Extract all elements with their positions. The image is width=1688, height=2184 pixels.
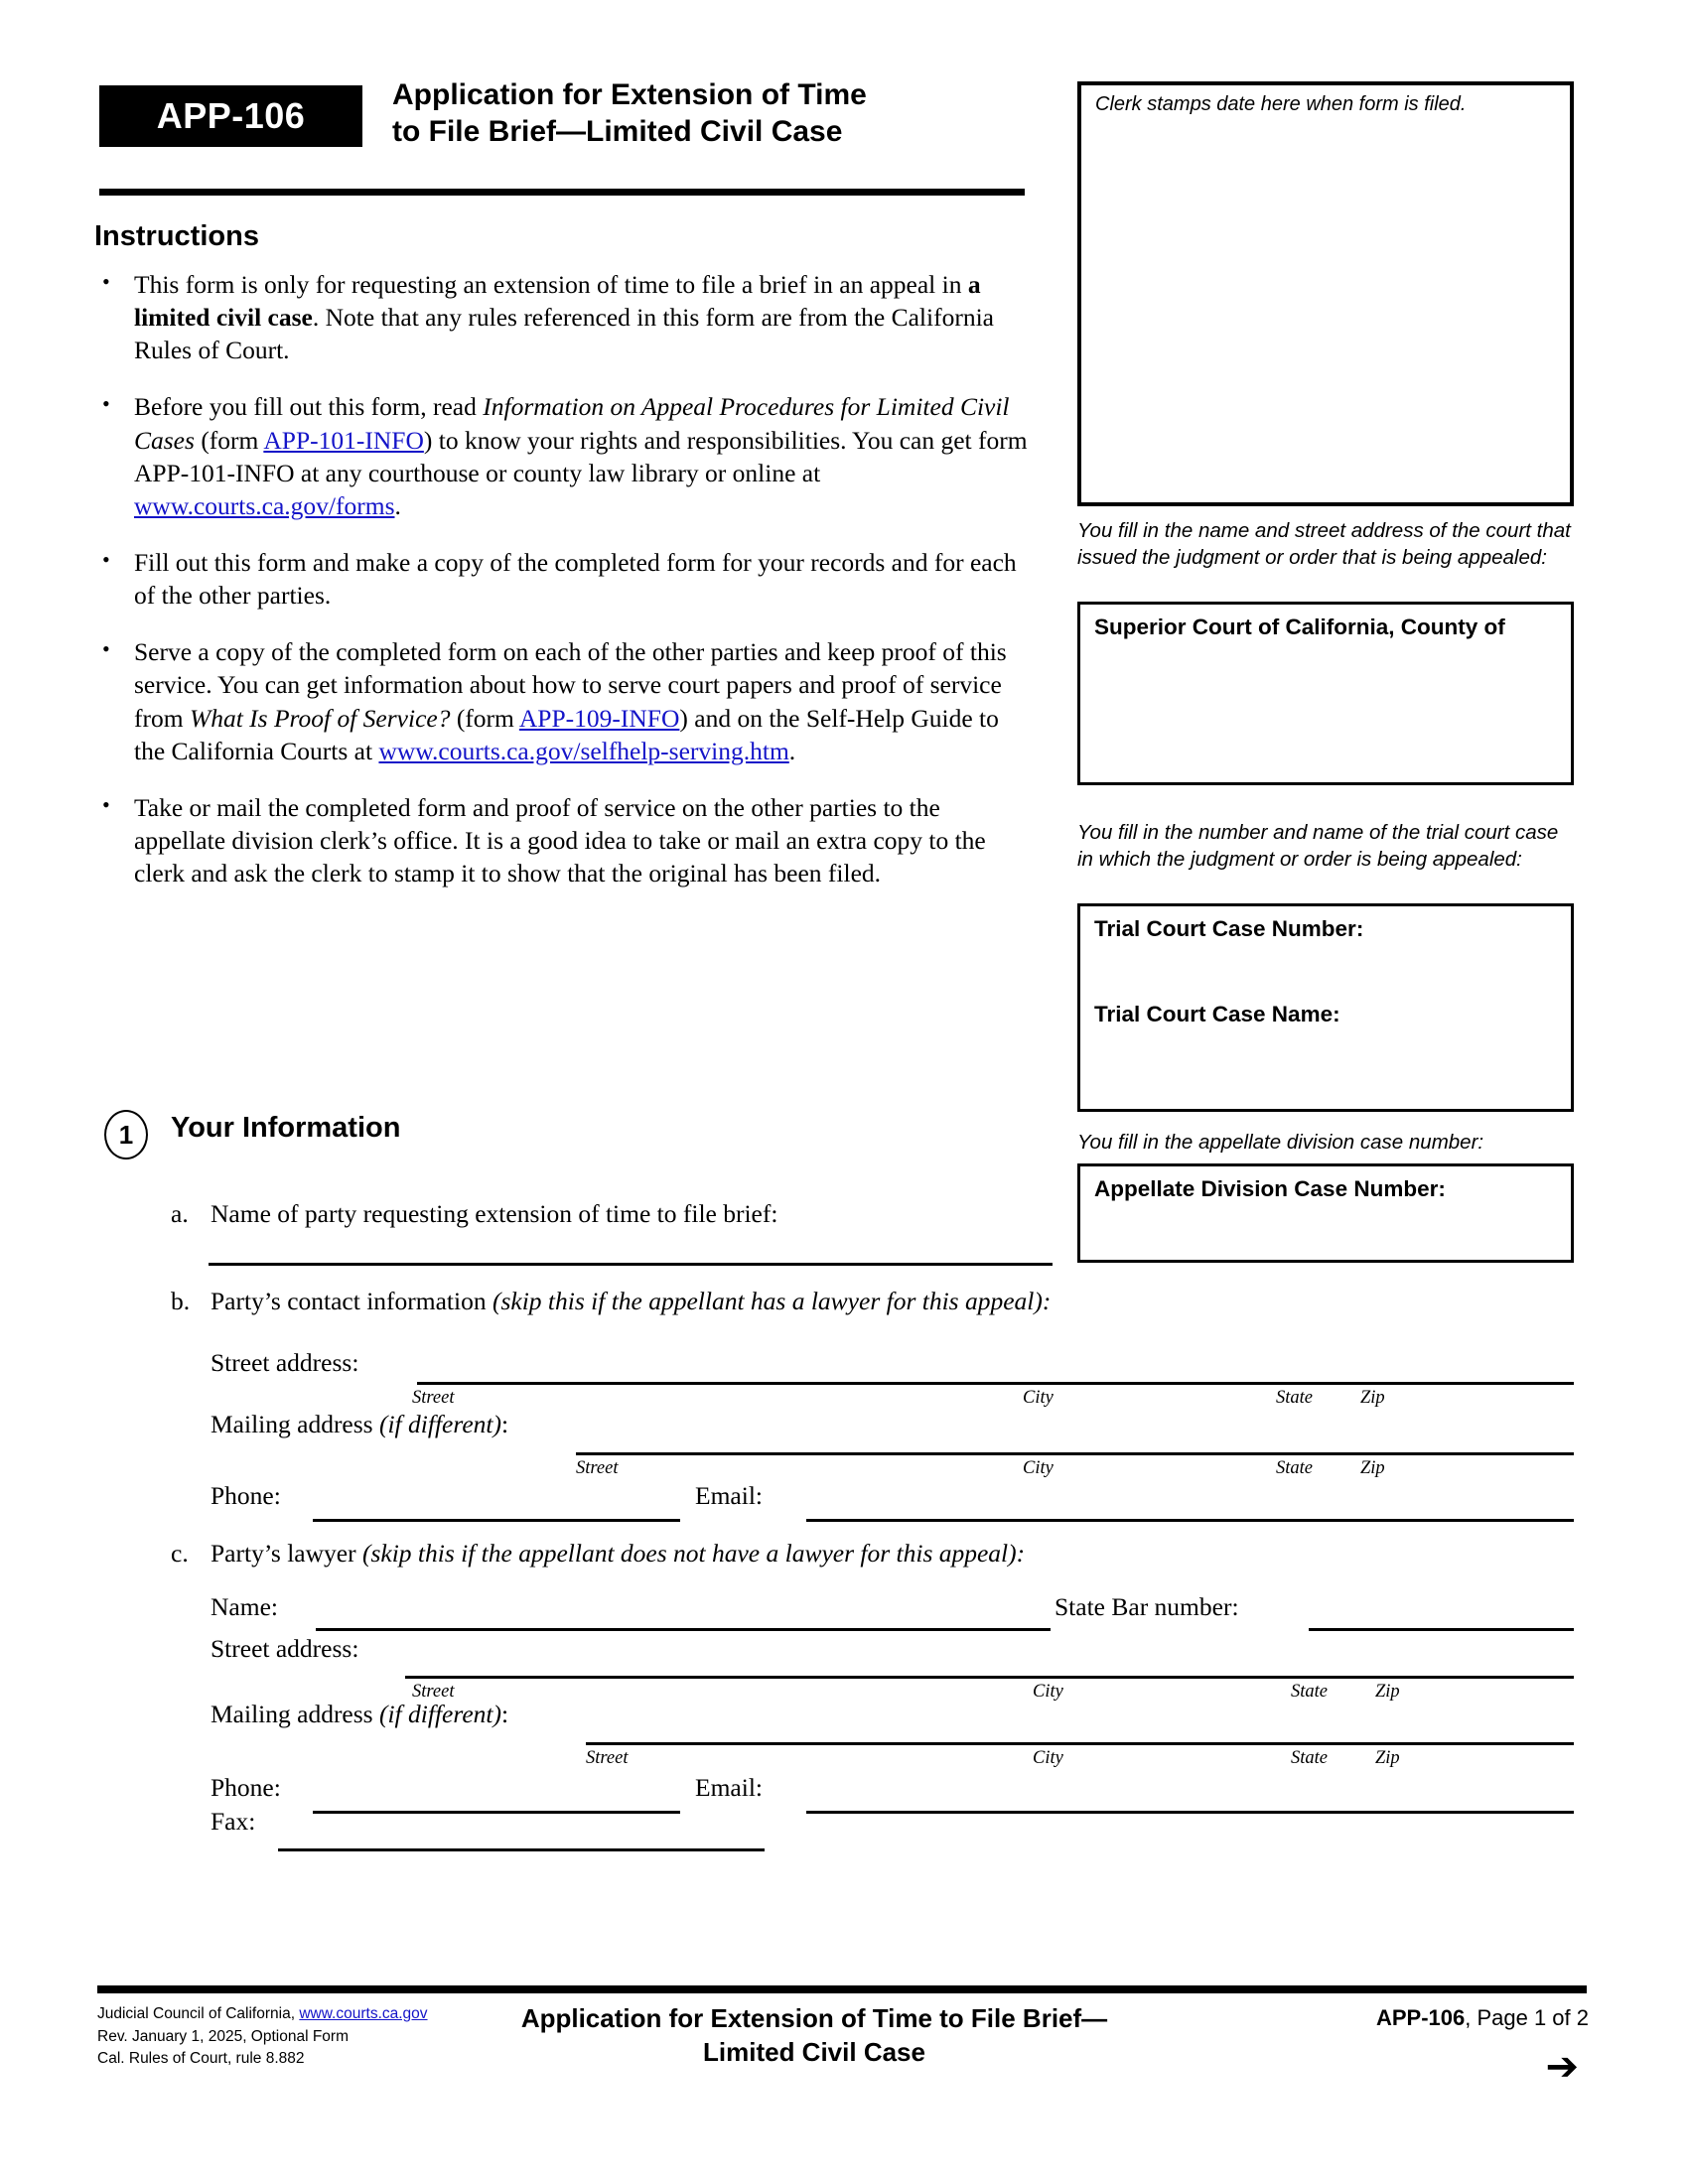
lawyer-mailing-hint: (if different) (378, 1700, 501, 1728)
party-mailing-hint: (if different) (378, 1410, 501, 1438)
item-c-label: Party’s lawyer (211, 1539, 356, 1568)
court-name-box[interactable] (1077, 602, 1574, 785)
lawyer-mailing-city-sublabel: City (1033, 1748, 1063, 1768)
body-text: (form (450, 703, 519, 733)
item-b-label: Party’s contact information (211, 1287, 487, 1315)
court-name-label: Superior Court of California, County of (1094, 614, 1505, 639)
body-text: Fill out this form and make a copy of the completed form for your records and for each of the other parties. (134, 547, 1017, 611)
party-mailing-zip-sublabel: Zip (1360, 1458, 1385, 1478)
item-c-letter: c. (171, 1539, 189, 1568)
appellate-case-box[interactable] (1077, 1163, 1574, 1263)
footer-form-title (467, 2001, 1162, 2070)
instructions-heading: Instructions (94, 220, 259, 252)
clerk-stamp-label: Clerk stamps date here when form is filed. (1095, 93, 1467, 115)
party-email-input-line[interactable] (806, 1519, 1574, 1522)
footer-revision: Rev. January 1, 2025, Optional Form (97, 2027, 350, 2045)
lawyer-name-label: Name: (211, 1592, 278, 1621)
party-city-sublabel: City (1023, 1388, 1054, 1408)
page-title-line-1: Application for Extension of Time (392, 78, 867, 111)
lawyer-email-label: Email: (695, 1773, 763, 1802)
external-link[interactable]: www.courts.ca.gov/forms (134, 490, 395, 520)
bullet-take-or-mail (94, 791, 1033, 889)
court-address-note: You fill in the name and street address of the court that issued the judgment or order that is being appealed: (1077, 519, 1571, 569)
external-link[interactable]: www.courts.ca.gov/selfhelp-serving.htm (378, 736, 789, 765)
italic-text: Information on Appeal Procedures for Limited Civil Cases (134, 392, 1010, 455)
lawyer-street-address-label: Street address: (211, 1634, 359, 1663)
header-divider (99, 189, 1025, 196)
page-title-line-2: to File Brief—Limited Civil Case (392, 114, 843, 148)
bullet-marker-icon: • (102, 636, 110, 662)
party-email-label: Email: (695, 1481, 763, 1510)
item-a-letter: a. (171, 1199, 189, 1228)
party-mailing-colon: : (500, 1410, 509, 1438)
appellate-case-number-label: Appellate Division Case Number: (1094, 1176, 1446, 1201)
body-text: This form is only for requesting an extension of time to file a brief in an appeal in (134, 270, 968, 299)
bullet-marker-icon: • (102, 269, 110, 294)
item-c-heading (211, 1539, 1025, 1569)
party-street-address-label: Street address: (211, 1348, 359, 1377)
body-text: ) to know your rights and responsibilities. You can get form APP-101-INFO at any courthouse or county law library or online at (134, 425, 1028, 487)
footer-legal-info (97, 2003, 475, 2071)
body-text: Serve a copy of the completed form on each of the other parties and keep proof of this service. You can get information about how to serve court papers and proof of service from (134, 637, 1007, 733)
form-number-badge (99, 85, 362, 147)
party-mailing-address-input-line[interactable] (576, 1452, 1574, 1455)
footer-page-info (1321, 2005, 1589, 2031)
lawyer-phone-label: Phone: (211, 1773, 281, 1802)
footer-rule-cite: Cal. Rules of Court, rule 8.882 (97, 2050, 305, 2068)
party-zip-sublabel: Zip (1360, 1388, 1385, 1408)
footer-council-line (97, 2003, 475, 2026)
lawyer-mailing-address-input-line[interactable] (586, 1742, 1574, 1745)
footer-divider (97, 1985, 1587, 1993)
page-title (392, 77, 1028, 150)
body-text: . Note that any rules referenced in this form are from the California Rules of Court. (134, 303, 994, 365)
party-street-sublabel: Street (412, 1388, 455, 1408)
lawyer-phone-input-line[interactable] (313, 1811, 680, 1814)
appellate-case-note: You fill in the appellate division case number: (1077, 1131, 1484, 1154)
lawyer-bar-number-input-line[interactable] (1309, 1628, 1574, 1631)
body-text: (form (194, 425, 264, 455)
body-text: . (788, 736, 796, 765)
party-state-sublabel: State (1276, 1388, 1313, 1408)
lawyer-fax-label: Fax: (211, 1807, 256, 1836)
bullet-purpose (94, 268, 1033, 366)
bullet-marker-icon: • (102, 546, 110, 572)
bullet-before-you-fill (94, 390, 1033, 522)
lawyer-name-input-line[interactable] (316, 1628, 1051, 1631)
external-link[interactable]: APP-101-INFO (263, 425, 424, 455)
item-a-text: Name of party requesting extension of time to file brief: (211, 1199, 778, 1228)
item-b-heading (211, 1287, 1051, 1316)
lawyer-email-input-line[interactable] (806, 1811, 1574, 1814)
trial-case-number-label: Trial Court Case Number: (1094, 916, 1364, 941)
section-1-number: 1 (104, 1110, 148, 1160)
lawyer-mailing-label-text: Mailing address (211, 1700, 373, 1728)
lawyer-mailing-colon: : (500, 1700, 509, 1728)
bullet-marker-icon: • (102, 391, 110, 417)
body-text: . (394, 490, 401, 520)
lawyer-bar-number-label: State Bar number: (1055, 1592, 1239, 1621)
lawyer-street-sublabel: Street (412, 1682, 455, 1702)
footer-page-label: , Page 1 of 2 (1465, 2005, 1589, 2030)
bullet-serve-copy (94, 635, 1033, 767)
party-phone-input-line[interactable] (313, 1519, 680, 1522)
lawyer-fax-input-line[interactable] (278, 1848, 765, 1851)
emphasis-text: a limited civil case (134, 270, 981, 333)
lawyer-mailing-state-sublabel: State (1291, 1748, 1328, 1768)
instructions-list (94, 268, 1033, 913)
lawyer-state-sublabel: State (1291, 1682, 1328, 1702)
party-phone-label: Phone: (211, 1481, 281, 1510)
party-mailing-street-sublabel: Street (576, 1458, 619, 1478)
section-1-title: Your Information (171, 1112, 401, 1144)
trial-case-name-label: Trial Court Case Name: (1094, 1002, 1340, 1026)
clerk-stamp-box (1077, 81, 1574, 506)
item-c-hint: (skip this if the appellant does not have a lawyer for this appeal): (361, 1539, 1026, 1568)
party-mailing-address-label (211, 1410, 508, 1439)
party-mailing-city-sublabel: City (1023, 1458, 1054, 1478)
lawyer-mailing-zip-sublabel: Zip (1375, 1748, 1400, 1768)
bullet-marker-icon: • (102, 791, 110, 817)
form-number-label: APP-106 (156, 95, 306, 136)
party-street-address-input-line[interactable] (417, 1382, 1574, 1385)
body-text: ) and on the Self-Help Guide to the California Courts at (134, 703, 999, 765)
bullet-make-copy (94, 546, 1033, 612)
italic-text: What Is Proof of Service? (189, 703, 451, 733)
party-mailing-label-text: Mailing address (211, 1410, 373, 1438)
footer-form-code: APP-106 (1375, 2005, 1466, 2030)
lawyer-mailing-address-label (211, 1700, 508, 1729)
item-b-hint: (skip this if the appellant has a lawyer for this appeal): (492, 1287, 1052, 1315)
lawyer-zip-sublabel: Zip (1375, 1682, 1400, 1702)
party-mailing-state-sublabel: State (1276, 1458, 1313, 1478)
trial-case-note: You fill in the number and name of the trial court case in which the judgment or order is being appealed: (1077, 821, 1559, 871)
lawyer-city-sublabel: City (1033, 1682, 1063, 1702)
body-text: Take or mail the completed form and proof of service on the other parties to the appellate division clerk’s office. It is a good idea to take or mail an extra copy to the clerk and ask the clerk to stamp it to show that the original has been filed. (134, 792, 986, 888)
body-text: Before you fill out this form, read (134, 392, 484, 422)
party-name-input-line[interactable] (209, 1263, 1053, 1266)
trial-case-box[interactable] (1077, 903, 1574, 1112)
external-link[interactable]: APP-109-INFO (518, 703, 680, 733)
footer-form-title-line-1: Application for Extension of Time to File Brief— (520, 2003, 1108, 2033)
item-b-letter: b. (171, 1287, 191, 1315)
footer-form-title-line-2: Limited Civil Case (703, 2037, 925, 2068)
lawyer-street-address-input-line[interactable] (405, 1676, 1574, 1679)
next-page-arrow-icon: ➔ (1545, 2044, 1579, 2090)
footer-council-link[interactable]: www.courts.ca.gov (299, 2005, 428, 2022)
lawyer-mailing-street-sublabel: Street (586, 1748, 629, 1768)
footer-council-prefix: Judicial Council of California, (97, 2005, 300, 2022)
form-header (99, 77, 1028, 192)
